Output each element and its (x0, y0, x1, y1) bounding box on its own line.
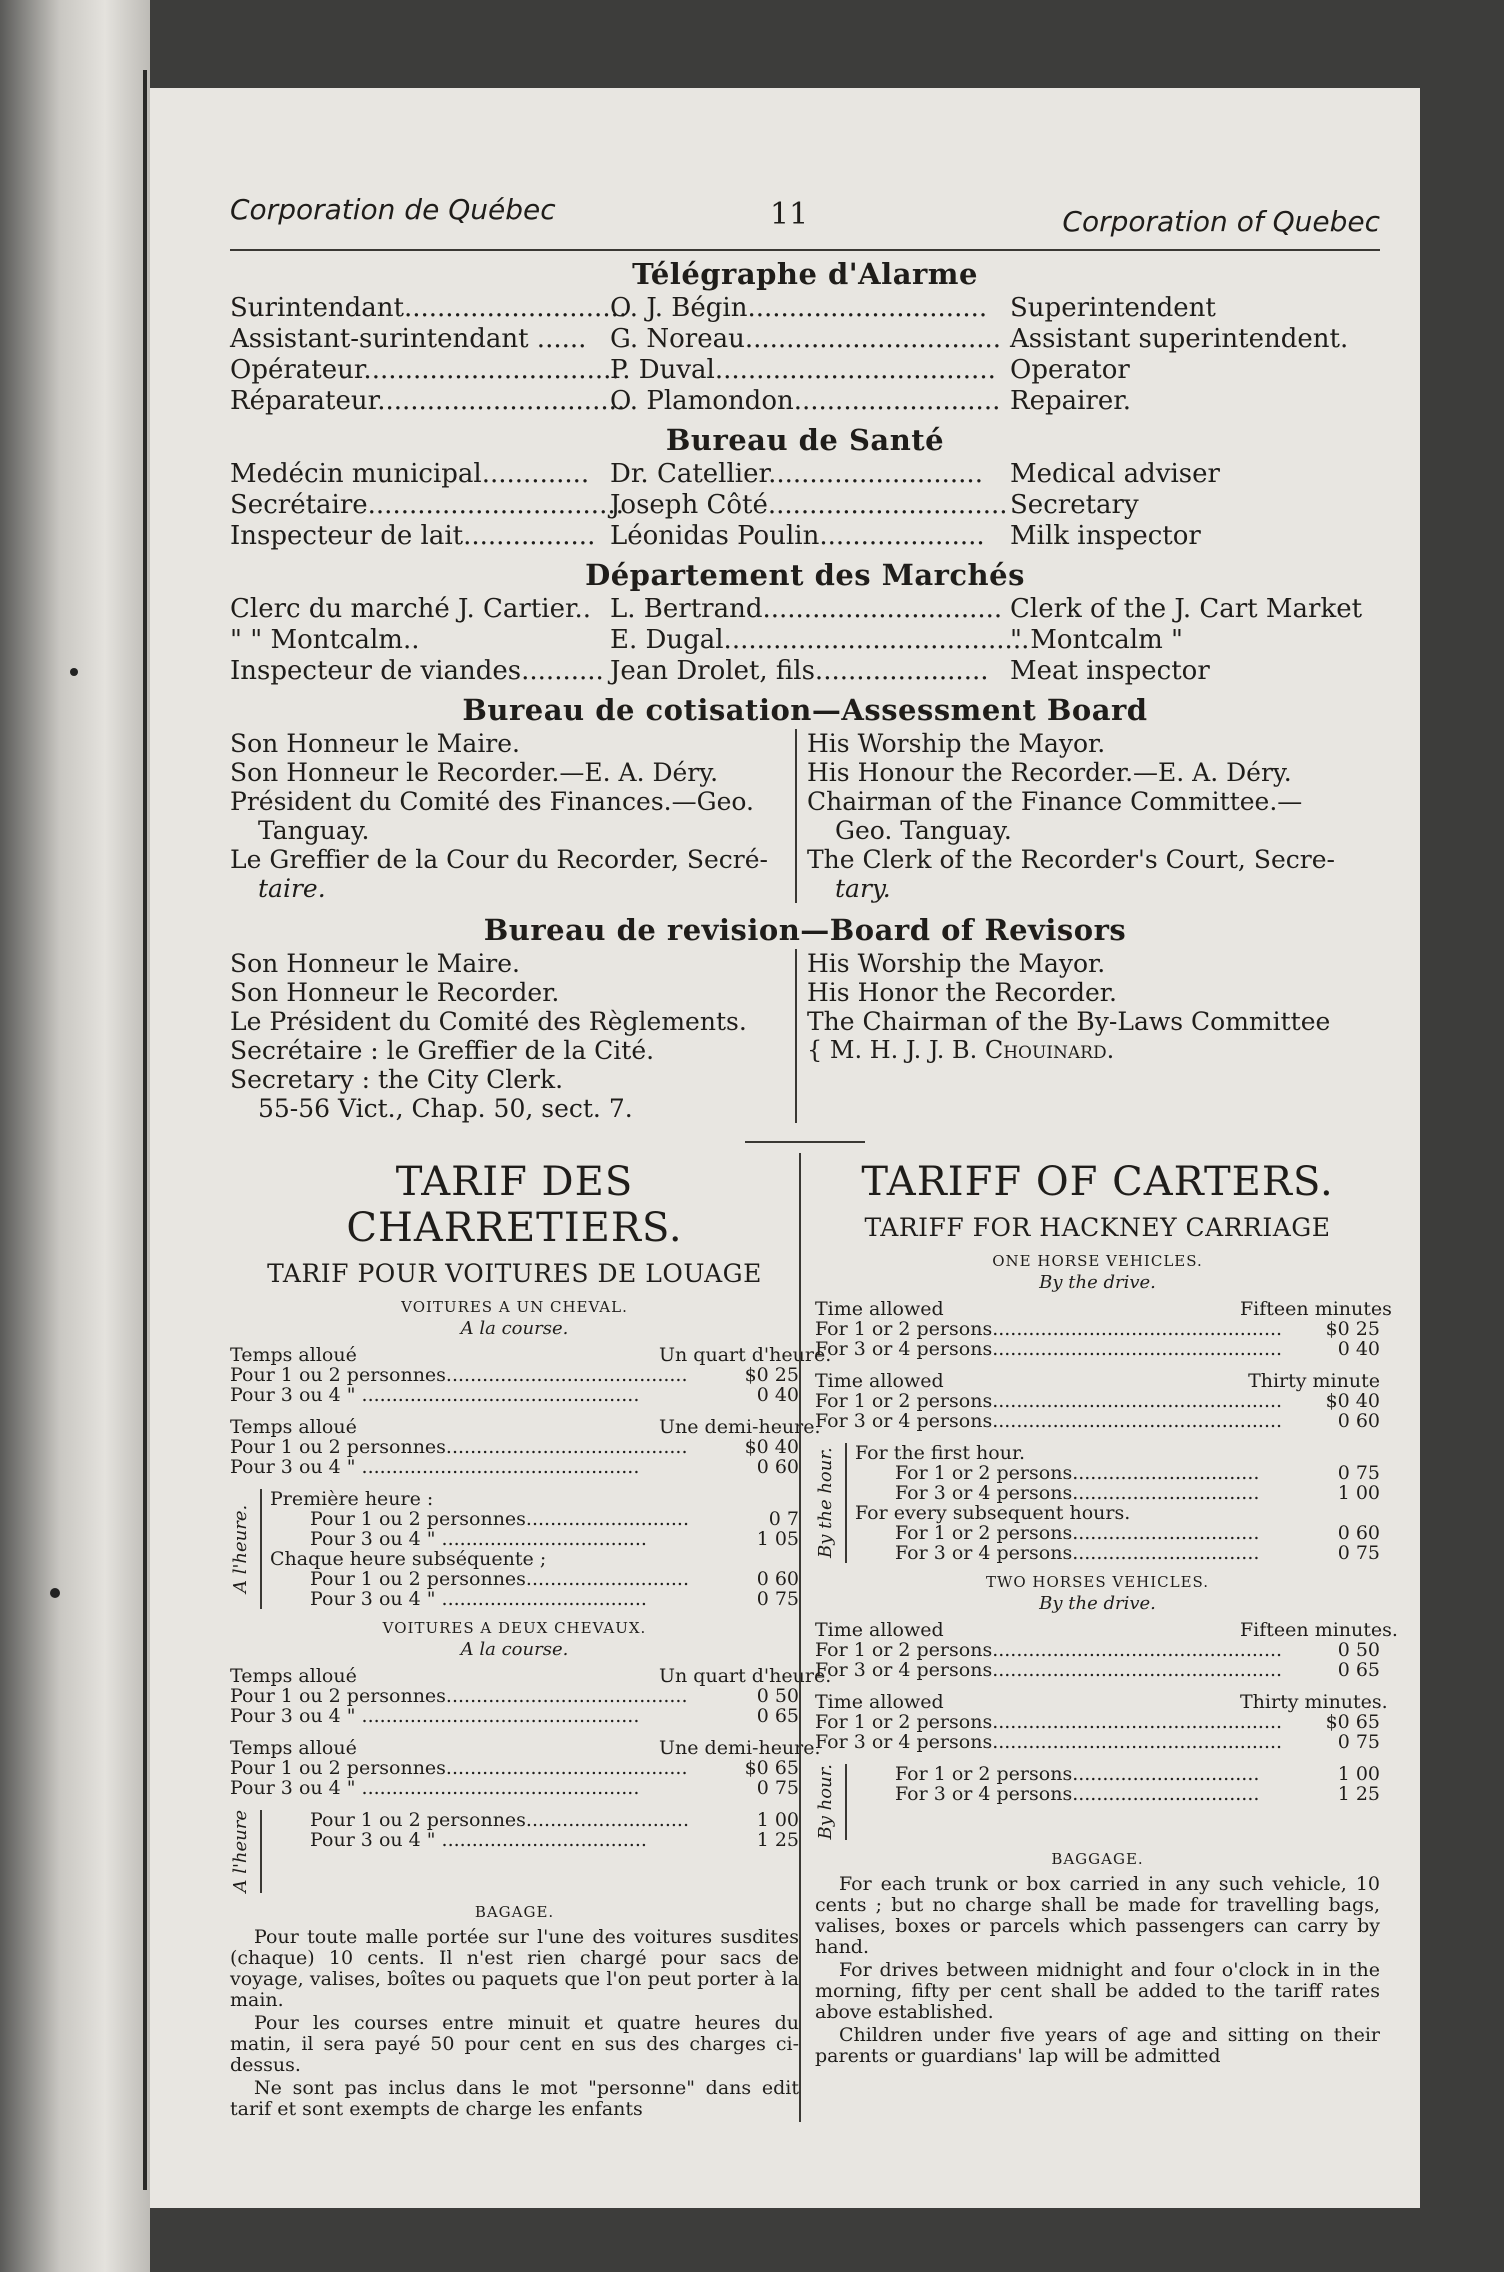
fr-title: Surintendant........................... (230, 293, 628, 323)
list-item: Le Greffier de la Cour du Recorder, Secré- (230, 845, 768, 874)
drive-heading: By the drive. (1039, 1272, 1156, 1293)
rate-label: Pour 1 ou 2 personnes........................... (310, 1569, 689, 1589)
list-item: His Honour the Recorder.—E. A. Déry. (807, 758, 1292, 787)
rate-label: For 1 or 2 persons............................... (895, 1523, 1260, 1543)
rate-label: Pour 1 ou 2 personnes........................................ (230, 1437, 688, 1457)
fr-title: Opérateur............................... (230, 355, 620, 385)
tarif-subtitle: TARIFF FOR HACKNEY CARRIAGE (864, 1213, 1331, 1242)
header-rule (230, 249, 1380, 251)
time-value: Un quart d'heure. (659, 1665, 832, 1687)
person-name: Joseph Côté............................. (610, 490, 1008, 520)
list-item: His Honor the Recorder. (807, 978, 1117, 1007)
rate-label: For 1 or 2 persons................................................ (815, 1640, 1283, 1660)
rate-value: 0 60 (756, 1568, 799, 1590)
divider (745, 1141, 865, 1143)
list-item (230, 490, 1380, 521)
en-title: Operator (1010, 355, 1130, 385)
rate-label: For 3 or 4 persons................................................ (815, 1732, 1283, 1752)
list-item: Secrétaire : le Greffier de la Cité. (230, 1036, 655, 1065)
tarif-subtitle: TARIF POUR VOITURES DE LOUAGE (267, 1259, 762, 1288)
list-item: Chairman of the Finance Committee.— (807, 787, 1303, 816)
baggage-heading: BAGAGE. (474, 1902, 555, 1921)
rate-value: 0 65 (756, 1705, 799, 1727)
rate-group (815, 1371, 1380, 1431)
rate-group (815, 1691, 1388, 1753)
time-value: Fifteen minutes (1240, 1298, 1392, 1320)
rate-label: Pour 3 ou 4 " .............................................. (230, 1706, 640, 1726)
list-item: Son Honneur le Maire. (230, 949, 521, 978)
rate-label: Pour 1 ou 2 personnes........................................ (230, 1365, 688, 1385)
sante-list (230, 459, 1380, 552)
list-item: The Chairman of the By-Laws Committee (807, 1007, 1331, 1036)
rate-value: $0 40 (1325, 1390, 1380, 1412)
section-title-sante: Bureau de Santé (665, 423, 945, 457)
rate-value: 0 75 (1337, 1731, 1380, 1753)
fr-title: " " Montcalm.. (230, 625, 420, 655)
hourly-block (230, 1810, 799, 1893)
list-item: Secretary : the City Clerk. (230, 1065, 564, 1094)
fr-title: Inspecteur de lait................ (230, 521, 596, 551)
speck (70, 668, 78, 676)
time-allowed-label: Time allowed (815, 1299, 944, 1319)
person-name: P. Duval.................................. (610, 355, 996, 385)
rate-label: For 3 or 4 persons................................................ (815, 1411, 1283, 1431)
rate-value: 0 50 (756, 1685, 799, 1707)
list-item (230, 355, 1380, 386)
rate-value: $0 40 (744, 1436, 799, 1458)
binding-line (143, 70, 147, 2190)
hourly-rates (260, 1489, 799, 1609)
page (150, 88, 1420, 2208)
rate-group (230, 1737, 821, 1799)
two-horses-heading: VOITURES A DEUX CHEVAUX. (382, 1619, 647, 1637)
rate-value: 0 7 (768, 1508, 799, 1530)
en-title: Secretary (1010, 490, 1139, 520)
hourly-block (230, 1489, 799, 1609)
two-horses-heading: TWO HORSES VEHICLES. (985, 1573, 1210, 1591)
rate-group (230, 1416, 821, 1478)
rate-label: For 3 or 4 persons............................... (895, 1483, 1260, 1503)
fr-title: Clerc du marché J. Cartier.. (230, 594, 592, 624)
person-name: O. J. Bégin............................. (610, 293, 988, 323)
rate-value: 0 60 (1337, 1410, 1380, 1432)
list-item: His Worship the Mayor. (807, 949, 1106, 978)
rate-label: For 1 or 2 persons................................................ (815, 1391, 1283, 1411)
running-header (230, 193, 1380, 245)
time-value: Thirty minute (1248, 1370, 1380, 1392)
time-allowed-label: Time allowed (815, 1692, 944, 1712)
rate-label: For 3 or 4 persons................................................ (815, 1660, 1283, 1680)
cotisation-columns (230, 729, 1380, 903)
person-name: Léonidas Poulin.................... (610, 521, 985, 551)
fr-title: Medécin municipal............. (230, 459, 590, 489)
rate-label: For 1 or 2 persons................................................ (815, 1712, 1283, 1732)
rate-value: 1 00 (1337, 1763, 1380, 1785)
list-item: taire. (258, 874, 326, 903)
rate-value: 0 75 (756, 1588, 799, 1610)
list-item: Président du Comité des Finances.—Geo. (230, 787, 754, 816)
rate-value: 0 60 (1337, 1522, 1380, 1544)
rate-value: 1 25 (756, 1829, 799, 1851)
revision-fr (230, 949, 795, 1123)
hourly-label: By the hour. (815, 1447, 836, 1559)
rate-value: 0 40 (1337, 1338, 1380, 1360)
list-item: 55-56 Vict., Chap. 50, sect. 7. (258, 1094, 633, 1123)
first-hour-label: Première heure : (270, 1488, 434, 1510)
en-title: Assistant superintendent. (1010, 324, 1349, 354)
marches-list (230, 594, 1380, 687)
header-right: Corporation of Quebec (1062, 205, 1380, 238)
en-title: Repairer. (1010, 386, 1132, 416)
paragraph: Children under five years of age and sitting on their parents or guardians' lap will be admitted (815, 2023, 1380, 2067)
rate-group (815, 1619, 1398, 1681)
drive-heading: By the drive. (1039, 1593, 1156, 1614)
list-item: His Worship the Mayor. (807, 729, 1106, 758)
paragraph: Ne sont pas inclus dans le mot "personne" dans edit tarif et sont exempts de charge les enfants (230, 2076, 799, 2120)
fr-title: Assistant-surintendant ...... (230, 324, 587, 354)
rate-value: $0 65 (744, 1757, 799, 1779)
tariff-columns (230, 1153, 1398, 2122)
hourly-block (815, 1764, 1380, 1840)
time-value: Une demi-heure. (659, 1737, 821, 1759)
rate-value: 1 00 (1337, 1482, 1380, 1504)
rate-label: Pour 1 ou 2 personnes........................... (310, 1509, 689, 1529)
en-title: Meat inspector (1010, 656, 1210, 686)
fr-title: Secrétaire............................... (230, 490, 624, 520)
time-allowed-label: Temps alloué (230, 1345, 357, 1365)
list-item (807, 1036, 1372, 1065)
hourly-rates (845, 1443, 1380, 1563)
cotisation-en (795, 729, 1372, 903)
subsequent-hour-label: Chaque heure subséquente ; (270, 1548, 547, 1570)
rate-value: 1 00 (756, 1809, 799, 1831)
book-binding (0, 0, 150, 2272)
rate-label: Pour 3 ou 4 " .............................................. (230, 1457, 640, 1477)
hourly-label: By hour. (815, 1764, 836, 1840)
list-item (230, 293, 1380, 324)
course-heading: A la course. (460, 1639, 569, 1660)
rate-label: Pour 1 ou 2 personnes........................... (310, 1810, 689, 1830)
rate-value: $0 65 (1325, 1711, 1380, 1733)
brace-glyph: { (807, 1036, 830, 1064)
time-allowed-label: Time allowed (815, 1371, 944, 1391)
baggage-heading: BAGGAGE. (1051, 1849, 1144, 1868)
rate-value: 0 75 (1337, 1542, 1380, 1564)
time-value: Fifteen minutes. (1240, 1619, 1398, 1641)
rate-label: For 1 or 2 persons............................... (895, 1764, 1260, 1784)
member-name: M. H. J. J. B. Chouinard. (829, 1036, 1115, 1064)
time-allowed-label: Temps alloué (230, 1666, 357, 1686)
person-name: Dr. Catellier.......................... (610, 459, 983, 489)
rate-label: Pour 3 ou 4 " .................................. (310, 1830, 647, 1850)
rate-label: For 1 or 2 persons............................... (895, 1463, 1260, 1483)
one-horse-heading: ONE HORSE VEHICLES. (992, 1252, 1203, 1270)
rate-label: For 3 or 4 persons............................... (895, 1784, 1260, 1804)
rate-label: Pour 3 ou 4 " .............................................. (230, 1385, 640, 1405)
one-horse-heading: VOITURES A UN CHEVAL. (401, 1298, 628, 1316)
paragraph: Pour toute malle portée sur l'une des voitures susdites (chaque) 10 cents. Il n'est rien chargé pour sacs de voyage, valises, boîtes ou paquets que l'on peut porter à la main. (230, 1925, 799, 2011)
rate-label: For 3 or 4 persons................................................ (815, 1339, 1283, 1359)
time-allowed-label: Temps alloué (230, 1417, 357, 1437)
rate-value: $0 25 (1325, 1318, 1380, 1340)
section-title-telegraphe: Télégraphe d'Alarme (632, 257, 978, 291)
rate-label: Pour 3 ou 4 " .............................................. (230, 1778, 640, 1798)
list-item (230, 324, 1380, 355)
time-value: Un quart d'heure. (659, 1344, 832, 1366)
list-item: Son Honneur le Recorder. (230, 978, 560, 1007)
page-content (230, 193, 1398, 2122)
tarif-title: TARIFF OF CARTERS. (861, 1159, 1334, 1205)
rate-group (230, 1665, 832, 1727)
fr-title: Réparateur.............................. (230, 386, 626, 416)
rate-value: $0 25 (744, 1364, 799, 1386)
rate-label: For 3 or 4 persons............................... (895, 1543, 1260, 1563)
time-allowed-label: Temps alloué (230, 1738, 357, 1758)
revision-en (795, 949, 1372, 1123)
paragraph: Pour les courses entre minuit et quatre heures du matin, il sera payé 50 pour cent en sus des charges ci-dessus. (230, 2011, 799, 2076)
list-item (230, 656, 1380, 687)
list-item: The Clerk of the Recorder's Court, Secre- (807, 845, 1335, 874)
person-name: E. Dugal..................................... (610, 625, 1030, 655)
rate-label: Pour 1 ou 2 personnes........................................ (230, 1686, 688, 1706)
list-item: Le Président du Comité des Règlements. (230, 1007, 747, 1036)
list-item: Son Honneur le Recorder.—E. A. Déry. (230, 758, 719, 787)
rate-label: Pour 1 ou 2 personnes........................................ (230, 1758, 688, 1778)
cotisation-fr (230, 729, 795, 903)
list-item: Tanguay. (258, 816, 370, 845)
page-number: 11 (770, 197, 809, 232)
tarif-en (799, 1153, 1398, 2122)
person-name: G. Noreau............................... (610, 324, 1002, 354)
person-name: Jean Drolet, fils..................... (610, 656, 989, 686)
hourly-rates (845, 1764, 1380, 1840)
person-name: L. Bertrand............................. (610, 594, 1003, 624)
fr-title: Inspecteur de viandes.......... (230, 656, 604, 686)
first-hour-label: For the first hour. (855, 1442, 1025, 1464)
list-item: Son Honneur le Maire. (230, 729, 521, 758)
time-value: Thirty minutes. (1240, 1691, 1388, 1713)
hourly-label: A l'heure. (230, 1504, 251, 1594)
en-title: Milk inspector (1010, 521, 1201, 551)
rate-value: 0 40 (756, 1384, 799, 1406)
subsequent-hour-label: For every subsequent hours. (855, 1502, 1131, 1524)
tarif-title: TARIF DES CHARRETIERS. (346, 1159, 683, 1251)
time-value: Une demi-heure. (659, 1416, 821, 1438)
section-title-cotisation: Bureau de cotisation—Assessment Board (462, 693, 1148, 727)
rate-value: 0 75 (1337, 1462, 1380, 1484)
paragraph: For drives between midnight and four o'clock in in the morning, fifty per cent shall be added to the tariff rates above established. (815, 1958, 1380, 2023)
list-item: tary. (835, 874, 891, 903)
header-left: Corporation de Québec (230, 193, 556, 226)
rate-group (815, 1298, 1392, 1360)
time-allowed-label: Time allowed (815, 1620, 944, 1640)
en-title: Medical adviser (1010, 459, 1220, 489)
rate-value: 1 05 (756, 1528, 799, 1550)
revision-columns (230, 949, 1380, 1123)
rate-label: Pour 3 ou 4 " .................................. (310, 1529, 647, 1549)
list-item (230, 459, 1380, 490)
speck (50, 1588, 60, 1598)
rate-value: 0 50 (1337, 1639, 1380, 1661)
rate-label: Pour 3 ou 4 " .................................. (310, 1589, 647, 1609)
list-item (230, 594, 1380, 625)
course-heading: A la course. (460, 1318, 569, 1339)
hourly-block (815, 1443, 1380, 1563)
section-title-revision: Bureau de revision—Board of Revisors (483, 913, 1127, 947)
list-item (230, 521, 1380, 552)
rate-value: 0 75 (756, 1777, 799, 1799)
telegraphe-list (230, 293, 1380, 417)
rate-value: 0 65 (1337, 1659, 1380, 1681)
en-title: " Montcalm " (1010, 625, 1183, 655)
section-title-marches: Département des Marchés (585, 558, 1025, 592)
en-title: Clerk of the J. Cart Market (1010, 594, 1363, 624)
en-title: Superintendent (1010, 293, 1216, 323)
hourly-rates (260, 1810, 799, 1893)
list-item (230, 386, 1380, 417)
rate-label: For 1 or 2 persons................................................ (815, 1319, 1283, 1339)
list-item: Geo. Tanguay. (835, 816, 1012, 845)
rate-value: 1 25 (1337, 1783, 1380, 1805)
rate-group (230, 1344, 832, 1406)
person-name: O. Plamondon......................... (610, 386, 1001, 416)
list-item (230, 625, 1380, 656)
paragraph: For each trunk or box carried in any such vehicle, 10 cents ; but no charge shall be made for travelling bags, valises, boxes or parcels which passengers can carry by hand. (815, 1872, 1380, 1958)
rate-value: 0 60 (756, 1456, 799, 1478)
hourly-label: A l'heure (230, 1810, 251, 1893)
